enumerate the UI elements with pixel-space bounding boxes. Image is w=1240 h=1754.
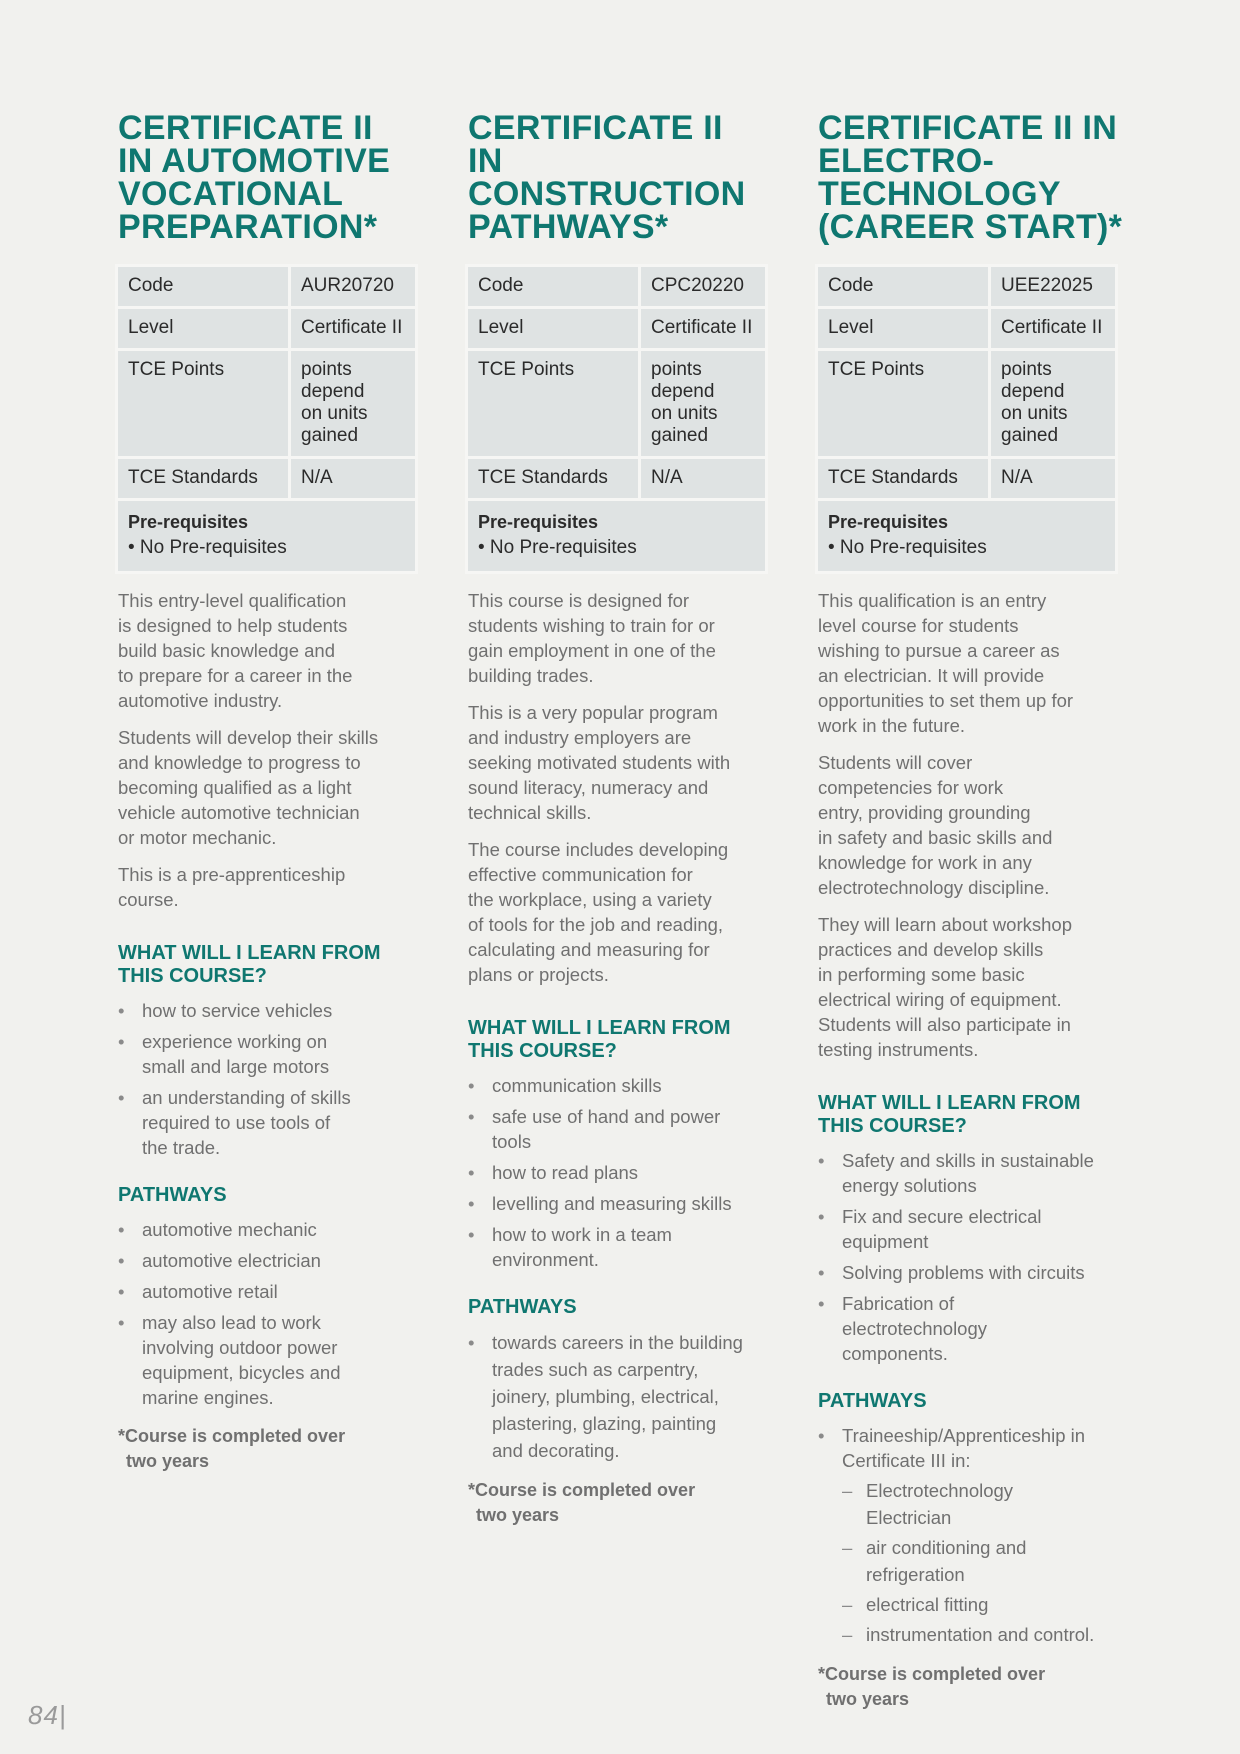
list-item-line: • may also lead to work [142,1312,321,1333]
course-duration-note [468,1478,774,1528]
table-label: Code [118,267,288,306]
pathways-list-item [818,1423,1124,1648]
paragraph-line: Students will develop their skills [118,727,379,748]
learn-list-item [118,1085,424,1160]
tce-standards-row [468,459,765,498]
pathways-heading: PATHWAYS [118,1184,227,1206]
course-title [468,109,774,246]
list-item-line: • Fix and secure electrical [842,1206,1042,1227]
learn-list-item [468,1191,774,1216]
list-item-line: required to use tools of [142,1112,331,1133]
learn-list-item [818,1204,1124,1254]
pathways-sublist-item [842,1591,1124,1618]
table-value [291,351,415,456]
paragraph-line: build basic knowledge and [118,640,336,661]
description-paragraph [468,837,774,987]
table-value: AUR20720 [291,267,415,306]
description-paragraph [118,862,424,912]
learn-list-item [818,1148,1124,1198]
code-row [818,267,1115,306]
table-value: N/A [291,459,415,498]
learn-heading-line: WHAT WILL I LEARN FROM [468,1017,731,1039]
description-paragraph [118,725,424,850]
table-value-line: depend [301,381,365,402]
list-item-line: Certificate III in: [842,1450,971,1471]
list-item-line: • an understanding of skills [142,1087,351,1108]
note-line: two years [476,1505,560,1525]
tce-points-row [468,351,765,456]
description-paragraph [818,588,1124,738]
tce-points-row [118,351,415,456]
table-value-line: gained [301,425,359,446]
list-item-line: tools [492,1131,532,1152]
note-line: *Course is completed over [118,1426,346,1446]
paragraph-line: automotive industry. [118,690,283,711]
prerequisites-cell [118,501,415,571]
table-value-line: depend [651,381,715,402]
learn-heading-line: THIS COURSE? [468,1040,617,1062]
level-row [118,309,415,348]
note-line: two years [126,1451,210,1471]
paragraph-line: to prepare for a career in the [118,665,353,686]
table-value: CPC20220 [641,267,765,306]
description-paragraph [468,588,774,688]
list-item-line: • Safety and skills in sustainable [842,1150,1094,1171]
list-item-line: • automotive mechanic [142,1219,317,1240]
list-item-line: • safe use of hand and power [492,1106,721,1127]
learn-heading-line: WHAT WILL I LEARN FROM [818,1092,1081,1114]
table-label: TCE Points [468,351,638,456]
learn-list [118,998,424,1160]
prerequisites-cell [468,501,765,571]
learn-list [468,1073,774,1272]
paragraph-line: opportunities to set them up for [818,690,1074,711]
paragraph-line: electrical wiring of equipment. [818,989,1062,1010]
description-paragraph [818,750,1124,900]
paragraph-line: in performing some basic [818,964,1025,985]
paragraph-line: practices and develop skills [818,939,1044,960]
description-paragraph [468,700,774,825]
table-label: TCE Standards [118,459,288,498]
learn-heading-line: THIS COURSE? [118,965,267,987]
list-item-line: electrotechnology [842,1318,988,1339]
table-value-line: depend [1001,381,1065,402]
course-duration-note [118,1424,424,1474]
pathways-sublist-item [842,1534,1124,1588]
course-duration-note [818,1662,1124,1712]
paragraph-line: calculating and measuring for [468,939,710,960]
list-item-line: – electrical fitting [866,1594,989,1615]
list-item-line: components. [842,1343,948,1364]
page-number: 84| [28,1700,67,1730]
learn-list-item [468,1104,774,1154]
course-title-line: CERTIFICATE II [118,109,373,147]
course-column-electrotechnology [818,109,1124,1712]
table-label: Code [818,267,988,306]
paragraph-line: sound literacy, numeracy and [468,777,709,798]
paragraph-line: technical skills. [468,802,592,823]
pathways-heading: PATHWAYS [468,1296,577,1318]
paragraph-line: The course includes developing [468,839,729,860]
table-value-line: gained [651,425,709,446]
paragraph-line: This entry-level qualification [118,590,347,611]
course-title [818,109,1124,246]
course-column-automotive [118,109,424,1474]
table-label: TCE Points [818,351,988,456]
learn-list-item [118,998,424,1023]
paragraph-line: Students will also participate in [818,1014,1071,1035]
list-item-line: • experience working on [142,1031,328,1052]
pathways-list-item [118,1217,424,1242]
list-item-line: • Traineeship/Apprenticeship in [842,1425,1086,1446]
prerequisites-cell [818,501,1115,571]
learn-heading [118,942,424,988]
paragraph-line: electrotechnology discipline. [818,877,1050,898]
list-item-line: the trade. [142,1137,221,1158]
paragraph-line: and industry employers are [468,727,692,748]
prerequisites-row [818,501,1115,571]
learn-list-item [468,1222,774,1272]
pathways-list [468,1329,774,1464]
list-item-line: trades such as carpentry, [492,1359,699,1380]
learn-list-item [468,1160,774,1185]
tce-standards-row [818,459,1115,498]
list-item-line: joinery, plumbing, electrical, [492,1386,719,1407]
paragraph-line: gain employment in one of the [468,640,716,661]
pathways-list [818,1423,1124,1648]
paragraph-line: students wishing to train for or [468,615,715,636]
paragraph-line: This course is designed for [468,590,690,611]
course-title-line: CERTIFICATE II [468,109,723,147]
prerequisites-title: Pre-requisites [478,512,599,532]
course-title-line: TECHNOLOGY [818,175,1061,213]
learn-list [818,1148,1124,1366]
pathways-list-item [118,1248,424,1273]
list-item-line: involving outdoor power [142,1337,338,1358]
paragraph-line: This qualification is an entry [818,590,1047,611]
list-item-line: • how to work in a team [492,1224,672,1245]
paragraph-line: of tools for the job and reading, [468,914,724,935]
note-line: *Course is completed over [468,1480,696,1500]
table-label: TCE Standards [818,459,988,498]
paragraph-line: This is a pre-apprenticeship [118,864,346,885]
course-title-line: IN CONSTRUCTION [468,142,746,213]
paragraph-line: They will learn about workshop [818,914,1072,935]
course-title-line: VOCATIONAL [118,175,344,213]
paragraph-line: becoming qualified as a light [118,777,352,798]
course-title-line: CERTIFICATE II IN [818,109,1118,147]
table-label: Level [468,309,638,348]
list-item-line: – instrumentation and control. [866,1624,1095,1645]
paragraph-line: building trades. [468,665,594,686]
table-value-line: on units [1001,403,1068,424]
paragraph-line: is designed to help students [118,615,348,636]
paragraph-line: entry, providing grounding [818,802,1031,823]
description-paragraph [818,912,1124,1062]
learn-heading [818,1092,1124,1138]
paragraph-line: This is a very popular program [468,702,718,723]
list-item-line: plastering, glazing, painting [492,1413,717,1434]
pathways-heading: PATHWAYS [818,1390,927,1412]
list-item-line: – Electrotechnology [866,1480,1014,1501]
table-label: Level [118,309,288,348]
list-item-line: • Solving problems with circuits [842,1262,1085,1283]
paragraph-line: seeking motivated students with [468,752,731,773]
table-value-line: points [1001,359,1052,380]
note-line: two years [826,1689,910,1709]
paragraph-line: work in the future. [818,715,966,736]
prerequisites-title: Pre-requisites [128,512,249,532]
course-title [118,109,424,246]
table-label: Code [468,267,638,306]
pathways-sublist [842,1477,1124,1648]
table-value-line: gained [1001,425,1059,446]
table-value-line: on units [301,403,368,424]
prerequisites-item: • No Pre-requisites [128,537,287,558]
table-value-line: points [651,359,702,380]
paragraph-line: wishing to pursue a career as [818,640,1060,661]
list-item-line: • automotive electrician [142,1250,321,1271]
course-info-table [815,264,1118,574]
prerequisites-item: • No Pre-requisites [828,537,987,558]
list-item-line: – air conditioning and [866,1537,1027,1558]
paragraph-line: plans or projects. [468,964,609,985]
table-label: Level [818,309,988,348]
list-item-line: • communication skills [492,1075,662,1096]
course-info-table [465,264,768,574]
list-item-line: environment. [492,1249,599,1270]
learn-list-item [818,1260,1124,1285]
paragraph-line: testing instruments. [818,1039,979,1060]
paragraph-line: the workplace, using a variety [468,889,712,910]
table-value [991,351,1115,456]
table-label: TCE Standards [468,459,638,498]
tce-standards-row [118,459,415,498]
list-item-line: and decorating. [492,1440,620,1461]
paragraph-line: course. [118,889,179,910]
prerequisites-row [468,501,765,571]
list-item-line: small and large motors [142,1056,330,1077]
paragraph-line: level course for students [818,615,1019,636]
list-item-line: • how to service vehicles [142,1000,333,1021]
list-item-line: • Fabrication of [842,1293,955,1314]
list-item-line: equipment [842,1231,929,1252]
paragraph-line: vehicle automotive technician [118,802,360,823]
learn-list-item [118,1029,424,1079]
code-row [118,267,415,306]
list-item-line: refrigeration [866,1564,965,1585]
prerequisites-title: Pre-requisites [828,512,949,532]
list-item-line: energy solutions [842,1175,977,1196]
paragraph-line: an electrician. It will provide [818,665,1045,686]
table-value: N/A [641,459,765,498]
list-item-line: marine engines. [142,1387,274,1408]
table-label: TCE Points [118,351,288,456]
pathways-list-item [118,1310,424,1410]
pathways-sublist-item [842,1621,1124,1648]
paragraph-line: knowledge for work in any [818,852,1032,873]
course-title-line: (CAREER START)* [818,208,1123,246]
course-title-line: PREPARATION* [118,208,378,246]
course-column-construction [468,109,774,1528]
learn-list-item [818,1291,1124,1366]
paragraph-line: competencies for work [818,777,1004,798]
table-value: Certificate II [641,309,765,348]
pathways-list [118,1217,424,1410]
course-title-line: ELECTRO- [818,142,995,180]
pathways-list-item [468,1329,774,1464]
paragraph-line: in safety and basic skills and [818,827,1053,848]
paragraph-line: and knowledge to progress to [118,752,361,773]
learn-heading [468,1017,774,1063]
course-title-line: PATHWAYS* [468,208,669,246]
table-value: Certificate II [291,309,415,348]
course-title-line: IN AUTOMOTIVE [118,142,391,180]
list-item-line: Electrician [866,1507,952,1528]
list-item-line: • towards careers in the building [492,1332,743,1353]
paragraph-line: effective communication for [468,864,693,885]
list-item-line: • how to read plans [492,1162,639,1183]
note-line: *Course is completed over [818,1664,1046,1684]
level-row [818,309,1115,348]
table-value-line: points [301,359,352,380]
list-item-line: • levelling and measuring skills [492,1193,732,1214]
table-value: UEE22025 [991,267,1115,306]
course-info-table [115,264,418,574]
list-item-line: equipment, bicycles and [142,1362,341,1383]
description-paragraph [118,588,424,713]
learn-list-item [468,1073,774,1098]
pathways-sublist-item [842,1477,1124,1531]
table-value-line: on units [651,403,718,424]
pathways-list-item [118,1279,424,1304]
learn-heading-line: THIS COURSE? [818,1115,967,1137]
table-value: N/A [991,459,1115,498]
prerequisites-item: • No Pre-requisites [478,537,637,558]
tce-points-row [818,351,1115,456]
paragraph-line: or motor mechanic. [118,827,277,848]
paragraph-line: Students will cover [818,752,973,773]
table-value: Certificate II [991,309,1115,348]
table-value [641,351,765,456]
list-item-line: • automotive retail [142,1281,278,1302]
prerequisites-row [118,501,415,571]
code-row [468,267,765,306]
level-row [468,309,765,348]
learn-heading-line: WHAT WILL I LEARN FROM [118,942,381,964]
